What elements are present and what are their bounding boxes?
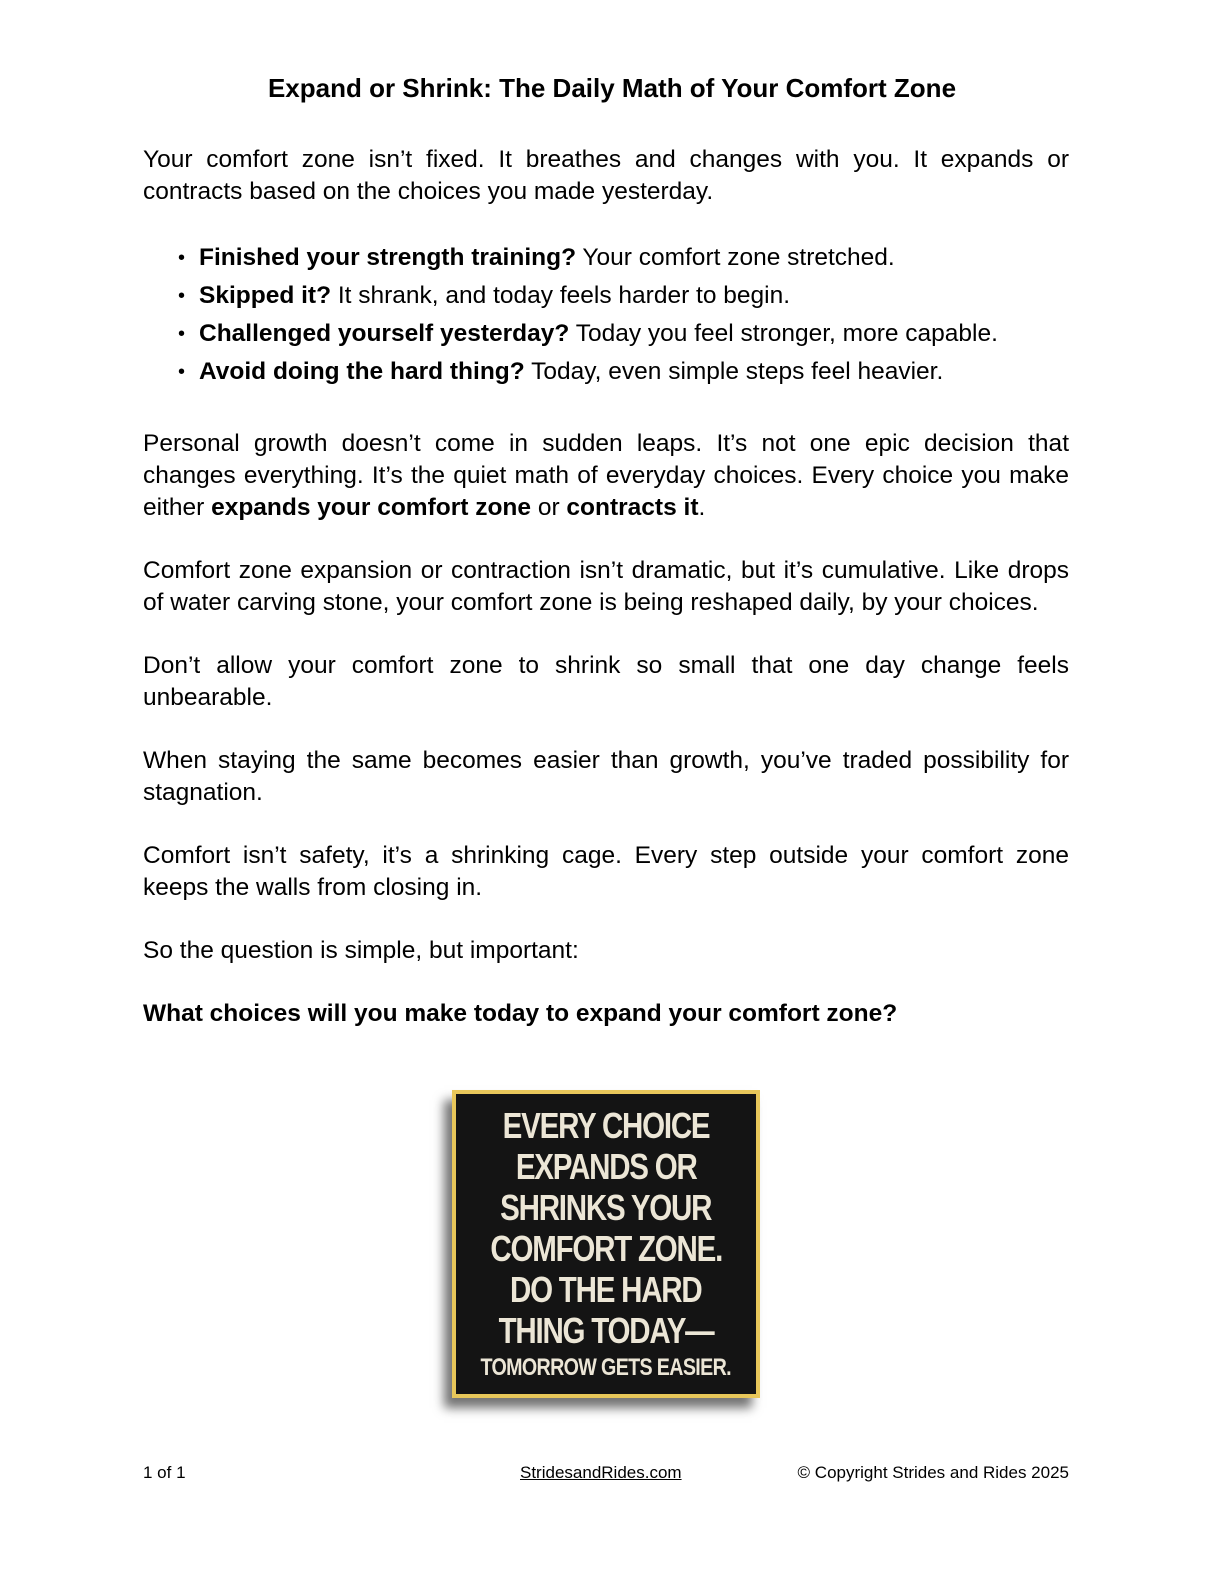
bullet-icon: • [178,285,186,307]
poster-line: EXPANDS OR [515,1146,697,1187]
list-item-bold: Skipped it? [199,282,332,309]
list-item-bold: Finished your strength training? [199,244,577,271]
intro-paragraph: Your comfort zone isn’t fixed. It breathes and changes with you. It expands or contracts based on the choices you made yesterday. [143,146,1069,205]
list-item-bold: Challenged yourself yesterday? [199,320,570,347]
poster-line: EVERY CHOICE [502,1105,710,1146]
copyright-notice: © Copyright Strides and Rides 2025 [797,1463,1069,1482]
article-body [143,144,1069,1061]
poster-line: SHRINKS YOUR [500,1187,712,1228]
poster-line: DO THE HARD [510,1269,702,1310]
website-link[interactable]: StridesandRides.com [520,1463,682,1482]
list-item [178,277,1069,315]
poster-frame [452,1090,760,1398]
list-item-text: It shrank, and today feels harder to begin. [331,282,791,309]
bullet-icon: • [178,361,186,383]
page-number: 1 of 1 [143,1463,186,1482]
list-item [178,315,1069,353]
shrink-warning-paragraph: Don’t allow your comfort zone to shrink so small that one day change feels unbearable. [143,652,1069,711]
poster-tagline: TOMORROW GETS EASIER. [480,1354,732,1381]
stagnation-paragraph: When staying the same becomes easier than growth, you’ve traded possibility for stagnation. [143,747,1069,806]
bullet-icon: • [178,323,186,345]
list-item-text: Your comfort zone stretched. [576,244,895,271]
list-item [178,239,1069,277]
choices-list [143,239,1069,391]
list-item-bold: Avoid doing the hard thing? [199,358,525,385]
question-lead-paragraph: So the question is simple, but important: [143,937,579,964]
cage-paragraph: Comfort isn’t safety, it’s a shrinking cage. Every step outside your comfort zone keeps the walls from closing in. [143,842,1069,901]
page-title: Expand or Shrink: The Daily Math of Your Comfort Zone [267,73,957,103]
poster-line: COMFORT ZONE. [490,1228,722,1269]
list-item-text: Today, even simple steps feel heavier. [524,358,944,385]
motivational-poster [452,1090,760,1398]
poster-line: THING TODAY— [498,1310,714,1351]
list-item-text: Today you feel stronger, more capable. [569,320,998,347]
closing-question: What choices will you make today to expand your comfort zone? [143,1000,898,1027]
cumulative-paragraph: Comfort zone expansion or contraction isn’t dramatic, but it’s cumulative. Like drops of water carving stone, your comfort zone is being reshaped daily, by your choices. [143,557,1069,616]
bullet-icon: • [178,247,186,269]
list-item [178,353,1069,391]
growth-paragraph: Personal growth doesn’t come in sudden leaps. It’s not one epic decision that changes everything. It’s the quiet math of everyday choices. Every choice you make either expands your comfort zone or contracts it. [143,430,1069,521]
